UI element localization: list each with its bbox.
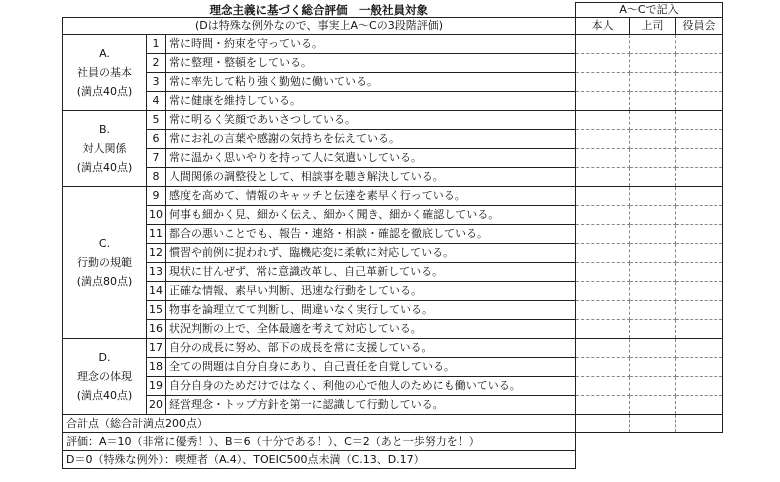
rating-legend: 評価：A＝10（非常に優秀！）、B＝6（十分である！）、C＝2（あと一歩努力を！） <box>63 433 576 451</box>
item-text: 自分自身のためだけではなく、利他の心で他人のためにも働いている。 <box>166 377 576 396</box>
score-cell-self[interactable] <box>576 92 630 111</box>
score-cell-self[interactable] <box>576 358 630 377</box>
category-line: (満点80点) <box>76 275 133 288</box>
item-text: 都合の悪いことでも、報告・連絡・相談・確認を徹底している。 <box>166 225 576 244</box>
item-text: 正確な情報、素早い判断、迅速な行動をしている。 <box>166 282 576 301</box>
category-label <box>63 339 147 415</box>
item-text: 常に率先して粘り強く勤勉に働いている。 <box>166 73 576 92</box>
score-cell-board[interactable] <box>676 130 723 149</box>
column-board: 役員会 <box>676 18 723 35</box>
category-line: 社員の基本 <box>77 66 132 79</box>
score-cell-supervisor[interactable] <box>630 244 676 263</box>
score-cell-board[interactable] <box>676 396 723 415</box>
score-cell-supervisor[interactable] <box>630 168 676 187</box>
score-cell-supervisor[interactable] <box>630 187 676 206</box>
item-text: 状況判断の上で、全体最適を考えて対応している。 <box>166 320 576 339</box>
evaluation-sheet <box>62 2 723 469</box>
total-cell-supervisor[interactable] <box>630 415 676 433</box>
item-number: 11 <box>147 225 166 244</box>
item-number: 3 <box>147 73 166 92</box>
item-number: 9 <box>147 187 166 206</box>
item-text: 常に温かく思いやりを持って人に気遣いしている。 <box>166 149 576 168</box>
sheet-title: 理念主義に基づく総合評価 一般社員対象 <box>63 3 576 18</box>
criteria-row <box>63 396 723 415</box>
item-number: 20 <box>147 396 166 415</box>
score-cell-self[interactable] <box>576 111 630 130</box>
score-cell-supervisor[interactable] <box>630 396 676 415</box>
item-number: 16 <box>147 320 166 339</box>
column-self: 本人 <box>576 18 630 35</box>
criteria-row <box>63 339 723 358</box>
score-cell-supervisor[interactable] <box>630 263 676 282</box>
item-number: 4 <box>147 92 166 111</box>
score-cell-supervisor[interactable] <box>630 149 676 168</box>
item-text: 経営理念・トップ方針を第一に認識して行動している。 <box>166 396 576 415</box>
score-cell-supervisor[interactable] <box>630 35 676 54</box>
criteria-row <box>63 111 723 130</box>
item-text: 常にお礼の言葉や感謝の気持ちを伝えている。 <box>166 130 576 149</box>
score-cell-board[interactable] <box>676 92 723 111</box>
score-cell-board[interactable] <box>676 149 723 168</box>
score-cell-board[interactable] <box>676 168 723 187</box>
category-line: (満点40点) <box>76 161 133 174</box>
item-text: 常に明るく笑顔であいさつしている。 <box>166 111 576 130</box>
item-number: 12 <box>147 244 166 263</box>
item-text: 慣習や前例に捉われず、臨機応変に柔軟に対応している。 <box>166 244 576 263</box>
item-number: 14 <box>147 282 166 301</box>
score-cell-board[interactable] <box>676 301 723 320</box>
criteria-row <box>63 358 723 377</box>
item-text: 何事も細かく見、細かく伝え、細かく聞き、細かく確認している。 <box>166 206 576 225</box>
score-cell-board[interactable] <box>676 282 723 301</box>
item-text: 自分の成長に努め、部下の成長を常に支援している。 <box>166 339 576 358</box>
score-cell-supervisor[interactable] <box>630 130 676 149</box>
category-line: 行動の規範 <box>77 256 132 269</box>
item-number: 13 <box>147 263 166 282</box>
item-number: 15 <box>147 301 166 320</box>
criteria-row <box>63 282 723 301</box>
item-number: 2 <box>147 54 166 73</box>
score-cell-self[interactable] <box>576 244 630 263</box>
category-line: (満点40点) <box>76 389 133 402</box>
criteria-row <box>63 54 723 73</box>
score-cell-self[interactable] <box>576 301 630 320</box>
score-cell-supervisor[interactable] <box>630 206 676 225</box>
item-text: 人間関係の調整役として、相談事を聴き解決している。 <box>166 168 576 187</box>
criteria-row <box>63 149 723 168</box>
score-cell-self[interactable] <box>576 73 630 92</box>
item-text: 物事を論理立てて判断し、間違いなく実行している。 <box>166 301 576 320</box>
criteria-row <box>63 130 723 149</box>
score-cell-board[interactable] <box>676 111 723 130</box>
score-cell-board[interactable] <box>676 225 723 244</box>
item-number: 5 <box>147 111 166 130</box>
criteria-row <box>63 225 723 244</box>
score-cell-supervisor[interactable] <box>630 377 676 396</box>
item-text: 全ての問題は自分自身にあり、自己責任を自覚している。 <box>166 358 576 377</box>
item-number: 7 <box>147 149 166 168</box>
score-cell-board[interactable] <box>676 206 723 225</box>
item-number: 19 <box>147 377 166 396</box>
score-cell-board[interactable] <box>676 73 723 92</box>
exception-legend: D＝0（特殊な例外）：喫煙者（A.4）、TOEIC500点未満（C.13、D.17） <box>63 451 576 469</box>
score-cell-self[interactable] <box>576 187 630 206</box>
score-cell-self[interactable] <box>576 168 630 187</box>
score-cell-supervisor[interactable] <box>630 320 676 339</box>
score-cell-supervisor[interactable] <box>630 73 676 92</box>
criteria-row <box>63 73 723 92</box>
score-cell-board[interactable] <box>676 358 723 377</box>
score-cell-supervisor[interactable] <box>630 92 676 111</box>
item-text: 現状に甘んぜず、常に意識改革し、自己革新している。 <box>166 263 576 282</box>
category-line: C. <box>98 237 111 250</box>
score-cell-board[interactable] <box>676 339 723 358</box>
total-score-row: 合計点（総合計満点200点） <box>63 415 576 433</box>
item-text: 感度を高めて、情報のキャッチと伝達を素早く行っている。 <box>166 187 576 206</box>
item-number: 18 <box>147 358 166 377</box>
category-line: (満点40点) <box>76 85 133 98</box>
category-line: A. <box>99 47 110 60</box>
score-cell-self[interactable] <box>576 282 630 301</box>
criteria-row <box>63 168 723 187</box>
criteria-row <box>63 187 723 206</box>
entry-instruction: A～Cで記入 <box>576 3 723 18</box>
column-supervisor: 上司 <box>630 18 676 35</box>
sheet-subtitle: (Dは特殊な例外なので、事実上A～Cの3段階評価) <box>63 18 576 35</box>
criteria-row <box>63 244 723 263</box>
score-cell-supervisor[interactable] <box>630 339 676 358</box>
score-cell-board[interactable] <box>676 377 723 396</box>
score-cell-self[interactable] <box>576 377 630 396</box>
item-number: 8 <box>147 168 166 187</box>
score-cell-self[interactable] <box>576 35 630 54</box>
score-cell-supervisor[interactable] <box>630 282 676 301</box>
category-line: 理念の体現 <box>77 370 132 383</box>
item-text: 常に時間・約束を守っている。 <box>166 35 576 54</box>
score-cell-board[interactable] <box>676 263 723 282</box>
score-cell-supervisor[interactable] <box>630 54 676 73</box>
score-cell-self[interactable] <box>576 320 630 339</box>
category-label <box>63 35 147 111</box>
score-cell-self[interactable] <box>576 225 630 244</box>
score-cell-supervisor[interactable] <box>630 301 676 320</box>
criteria-row <box>63 92 723 111</box>
score-cell-self[interactable] <box>576 130 630 149</box>
total-cell-board[interactable] <box>676 415 723 433</box>
item-number: 6 <box>147 130 166 149</box>
item-number: 17 <box>147 339 166 358</box>
blank-cell <box>576 451 723 469</box>
score-cell-self[interactable] <box>576 339 630 358</box>
item-number: 10 <box>147 206 166 225</box>
criteria-row <box>63 377 723 396</box>
category-label <box>63 187 147 339</box>
blank-cell <box>576 433 723 451</box>
item-text: 常に健康を維持している。 <box>166 92 576 111</box>
score-cell-board[interactable] <box>676 35 723 54</box>
category-label <box>63 111 147 187</box>
score-cell-self[interactable] <box>576 206 630 225</box>
criteria-row <box>63 206 723 225</box>
category-line: D. <box>98 351 111 364</box>
score-cell-board[interactable] <box>676 244 723 263</box>
item-number: 1 <box>147 35 166 54</box>
score-cell-self[interactable] <box>576 396 630 415</box>
score-cell-board[interactable] <box>676 187 723 206</box>
score-cell-board[interactable] <box>676 54 723 73</box>
criteria-row <box>63 320 723 339</box>
score-cell-supervisor[interactable] <box>630 225 676 244</box>
score-cell-supervisor[interactable] <box>630 358 676 377</box>
category-line: B. <box>98 123 111 136</box>
criteria-row <box>63 35 723 54</box>
item-text: 常に整理・整頓をしている。 <box>166 54 576 73</box>
criteria-row <box>63 301 723 320</box>
score-cell-self[interactable] <box>576 54 630 73</box>
category-line: 対人関係 <box>82 142 127 155</box>
score-cell-self[interactable] <box>576 263 630 282</box>
criteria-row <box>63 263 723 282</box>
total-cell-self[interactable] <box>576 415 630 433</box>
score-cell-self[interactable] <box>576 149 630 168</box>
score-cell-board[interactable] <box>676 320 723 339</box>
score-cell-supervisor[interactable] <box>630 111 676 130</box>
